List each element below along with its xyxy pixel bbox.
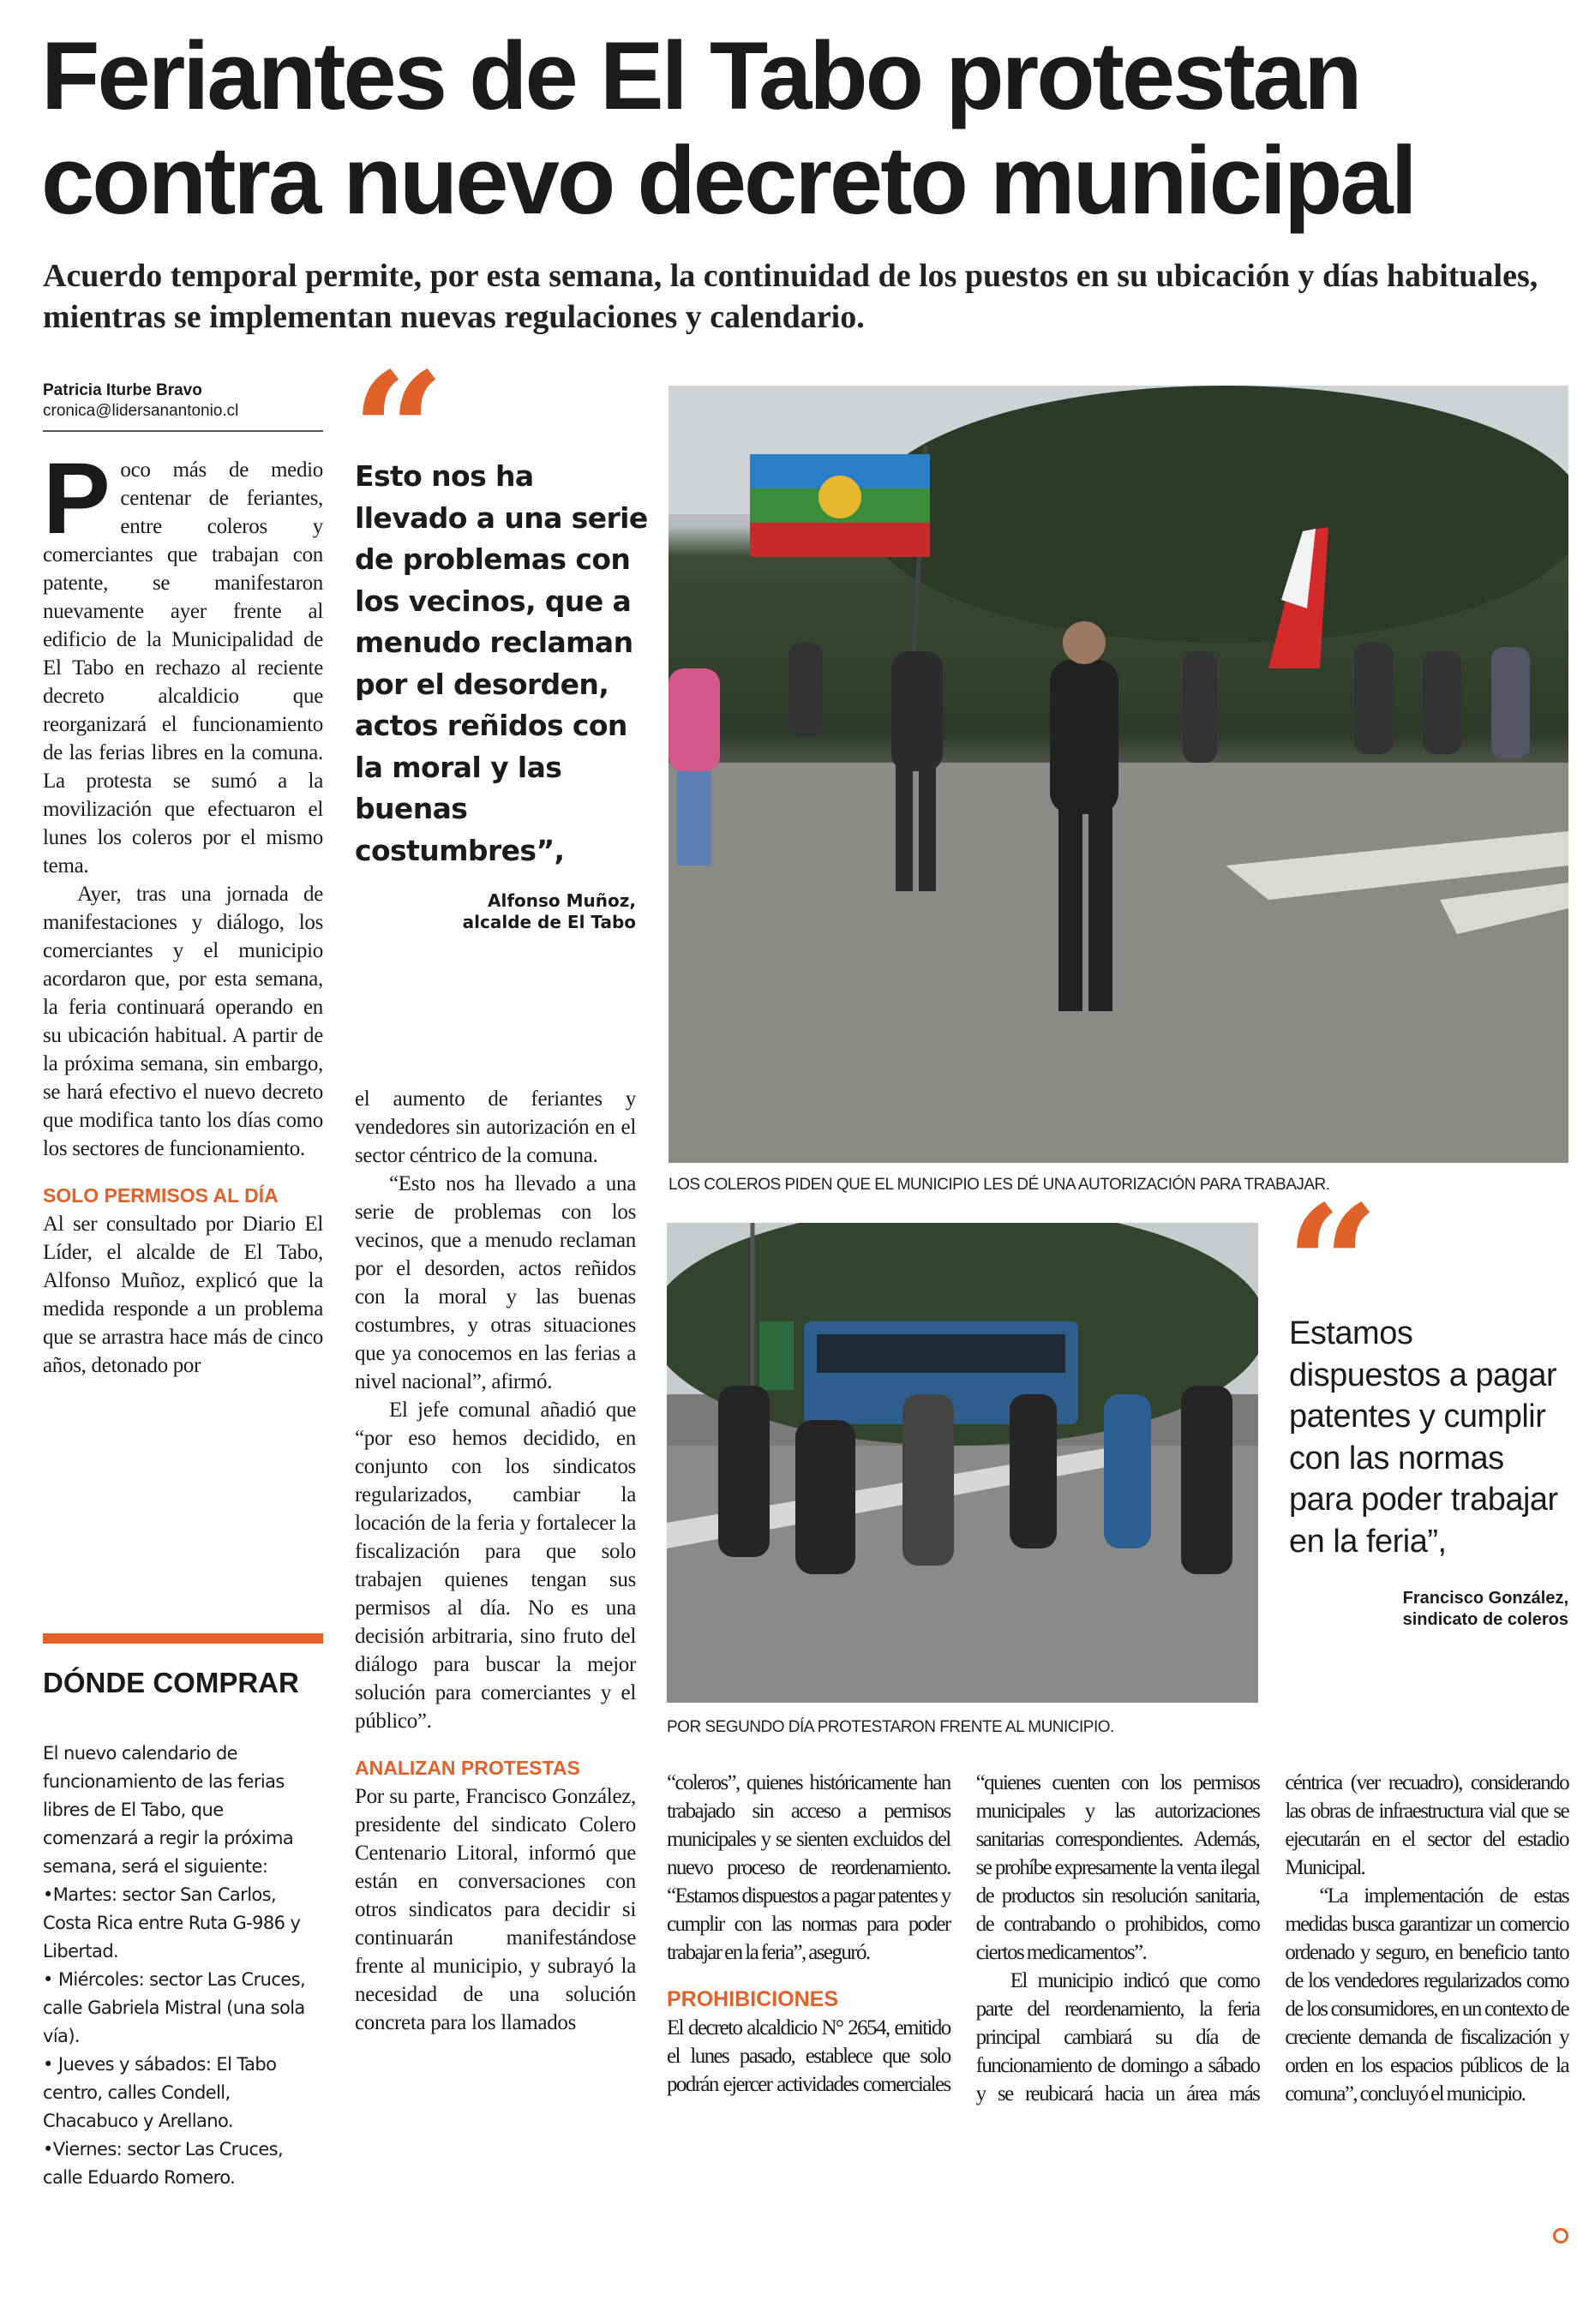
headline: [41, 24, 1575, 233]
box-intro: El nuevo calendario de funcionamiento de las ferias libres de El Tabo, que comenzará a regir la próxima semana, será el siguiente:: [43, 1743, 294, 1877]
photo-protest-municipality: [667, 1223, 1258, 1703]
box-divider: [43, 1633, 323, 1644]
quote-mark-icon: [351, 368, 445, 454]
headline-line-2: contra nuevo decreto municipal: [41, 127, 1415, 234]
pull-quote-1-block: [355, 456, 651, 933]
pull-quote-1: Esto nos ha llevado a una serie de problemas con los vecinos, que a menudo reclaman por el desorden, actos reñidos con la moral y las buenas costumbres”,: [355, 459, 648, 867]
paragraph: El jefe comunal añadió que “por eso hemos decidido, en conjunto con los sindicatos regularizados, cambiar la locación de la feria y fortalecer la fiscalización para que solo trabajen quienes tengan sus permisos al día. No es una decisión arbitraria, sino fruto del diálogo para buscar la mejor solución para comerciantes y el público”.: [355, 1399, 636, 1733]
quote-role: alcalde de El Tabo: [462, 912, 636, 932]
pull-quote-2: Estamos dispuestos a pagar patentes y cumplir con las normas para poder trabajar en la feria”,: [1289, 1315, 1558, 1560]
body-columns-3-5: [667, 1769, 1568, 2108]
body-column-2: [355, 1085, 636, 2037]
quote-1-attribution: [355, 890, 636, 933]
box-list-item: •Martes: sector San Carlos, Costa Rica entre Ruta G-986 y Libertad.: [43, 1884, 301, 1962]
paragraph: Por su parte, Francisco González, presidente del sindicato Colero Centenario Litoral, informó que están en conversaciones con otros sindicatos para decidir si continuarán manifestándose frente al municipio, y subrayó la necesidad de una solución concreta para los llamados: [355, 1785, 636, 2034]
photo-1-caption: LOS COLEROS PIDEN QUE EL MUNICIPIO LES DÉ UNA AUTORIZACIÓN PARA TRABAJAR.: [669, 1176, 1330, 1194]
quote-mark-icon: [1286, 1201, 1379, 1287]
paragraph: oco más de medio centenar de feriantes, entre coleros y comerciantes que trabajan con patente, se manifestaron nuevamente ayer frente al edificio de la Municipalidad de El Tabo en rechazo al reciente decreto alcaldicio que reorganizará el funcionamiento de las ferias libres en la comuna. La protesta se sumó a la movilización que efectuaron el lunes los coleros por el mismo tema.: [43, 458, 323, 877]
paragraph: “La implementación de estas medidas busca garantizar un comercio ordenado y seguro, en beneficio tanto de los vendedores regularizados como de los consumidores, en un contexto de creciente demanda de fiscalización y orden en los espacios públicos de la comuna”, concluyó el municipio.: [1285, 1884, 1568, 2105]
box-text: [43, 1740, 323, 2192]
subhead-prohibiciones: PROHIBICIONES: [667, 1987, 839, 2011]
quote-2-attribution: [1289, 1588, 1568, 1631]
author-name: Patricia Iturbe Bravo: [43, 381, 202, 399]
quote-role: sindicato de coleros: [1402, 1610, 1568, 1629]
paragraph: “coleros”, quienes históricamente han trabajado sin acceso a permisos municipales y se sienten excluidos del nuevo proceso de reordenamiento. “Estamos dispuestos a pagar patentes y cumplir con las normas para poder trabajar en la feria”, aseguró.: [667, 1771, 950, 1964]
byline: [43, 380, 323, 432]
photo-2-caption: POR SEGUNDO DÍA PROTESTARON FRENTE AL MUNICIPIO.: [667, 1718, 1114, 1736]
paragraph: Al ser consultado por Diario El Líder, el alcalde de El Tabo, Alfonso Muñoz, explicó que la medida responde a un problema que se arrastra hace más de cinco años, detonado por: [43, 1213, 323, 1377]
box-list-item: • Miércoles: sector Las Cruces, calle Gabriela Mistral (una sola vía).: [43, 1969, 306, 2046]
drop-cap: P: [43, 442, 111, 555]
subtitle: Acuerdo temporal permite, por esta semana, la continuidad de los puestos en su ubicación y días habituales, mientras se implementan nuevas regulaciones y calendario.: [43, 258, 1538, 335]
box-list-item: • Jueves y sábados: El Tabo centro, calles Condell, Chacabuco y Arellano.: [43, 2054, 277, 2131]
paragraph: El municipio indicó que como parte del reordenamiento, la feria principal cambiará su día de funcionamiento de domingo a sábado y se reubicará hacia un área más céntrica (ver recuadro), considerando las obras de infraestructura vial que se ejecutarán en el sector del estadio Municipal.: [975, 1771, 1568, 2105]
pull-quote-2-block: [1289, 1313, 1572, 1631]
box-list-item: •Viernes: sector Las Cruces, calle Eduardo Romero.: [43, 2139, 284, 2188]
subhead-solo-permisos: SOLO PERMISOS AL DÍA: [43, 1184, 279, 1207]
body-column-1: [43, 442, 323, 1380]
paragraph: El decreto alcaldicio N° 2654, emitido el lunes pasado, establece que solo podrán ejercer actividades comerciales “quienes cuenten con los permisos municipales y las autorizaciones sanitarias correspondientes. Además, se prohíbe expresamente la venta ilegal de productos sin resolución sanitaria, de contrabando o prohibidos, como ciertos medicamentos”.: [667, 1771, 1260, 2096]
paragraph: “Esto nos ha llevado a una serie de problemas con los vecinos, que a menudo reclaman por el desorden, actos reñidos con la moral y las buenas costumbres, y otras situaciones que ya conocemos en las ferias a nivel nacional”, afirmó.: [355, 1172, 636, 1393]
paragraph: el aumento de feriantes y vendedores sin autorización en el sector céntrico de la comuna.: [355, 1087, 636, 1167]
quote-author: Francisco González,: [1402, 1589, 1568, 1608]
quote-author: Alfonso Muñoz,: [488, 890, 636, 911]
headline-line-1: Feriantes de El Tabo protestan: [41, 22, 1360, 129]
end-mark-icon: [1553, 2228, 1568, 2243]
subhead-analizan: ANALIZAN PROTESTAS: [355, 1757, 580, 1779]
photo-protester-with-flags: [669, 386, 1568, 1163]
author-email: cronica@lidersanantonio.cl: [43, 402, 239, 420]
box-title: DÓNDE COMPRAR: [43, 1667, 299, 1698]
paragraph: Ayer, tras una jornada de manifestaciones y diálogo, los comerciantes y el municipio acordaron que, por esta semana, la feria continuará operando en su ubicación habitual. A partir de la próxima semana, sin embargo, se hará efectivo el nuevo decreto que modifica tanto los días como los sectores de funcionamiento.: [43, 883, 323, 1160]
